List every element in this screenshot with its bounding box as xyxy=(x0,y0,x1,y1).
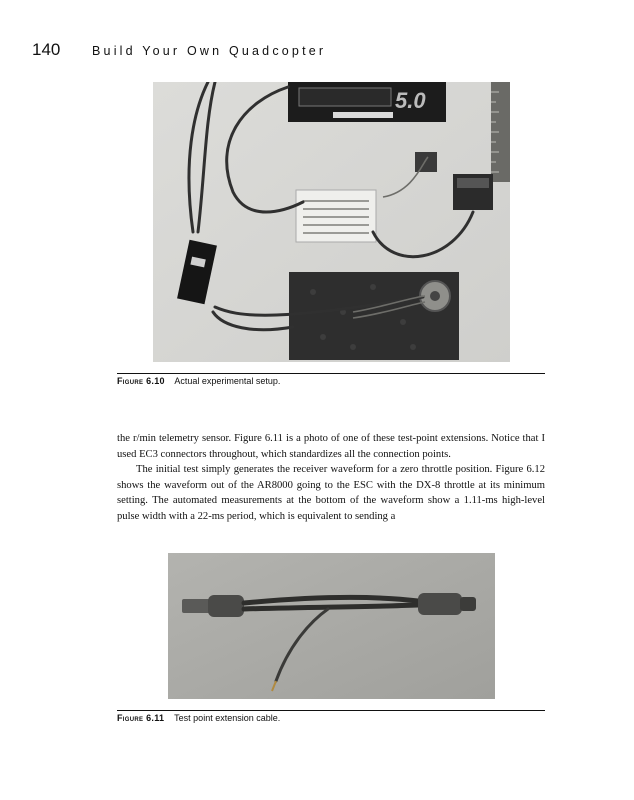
figure-6-11-caption xyxy=(117,713,280,723)
paragraph-1: the r/min telemetry sensor. Figure 6.11 is a photo of one of these test-point extensions. Notice that I used EC3 connectors throughout, which standardizes all the connection points. xyxy=(117,433,545,460)
figure-6-11-rule xyxy=(117,710,545,711)
figure-6-10-caption-text: Actual experimental setup. xyxy=(174,376,281,386)
figure-6-11-photo xyxy=(168,553,495,699)
page-number: 140 xyxy=(32,40,61,59)
figure-6-11-label: Figure 6.11 xyxy=(117,713,165,723)
battery-label: 5.0 xyxy=(395,88,426,113)
paragraph-2: The initial test simply generates the receiver waveform for a zero throttle position. Figure 6.12 shows the waveform out of the AR8000 going to the ESC with the DX-8 throttle at its minimum setting. The automated measurements at the bottom of the waveform show a 1.11-ms high-level pulse width with a 22-ms period, which is equivalent to sending a xyxy=(117,464,545,522)
figure-6-10-rule xyxy=(117,373,545,374)
figure-6-10-photo xyxy=(153,82,510,362)
figure-6-10-caption xyxy=(117,376,280,386)
running-head: Build Your Own Quadcopter xyxy=(92,44,327,58)
body-text xyxy=(117,431,545,524)
battery xyxy=(288,82,446,122)
figure-6-11-caption-text: Test point extension cable. xyxy=(174,713,281,723)
figure-6-10-label: Figure 6.10 xyxy=(117,376,165,386)
